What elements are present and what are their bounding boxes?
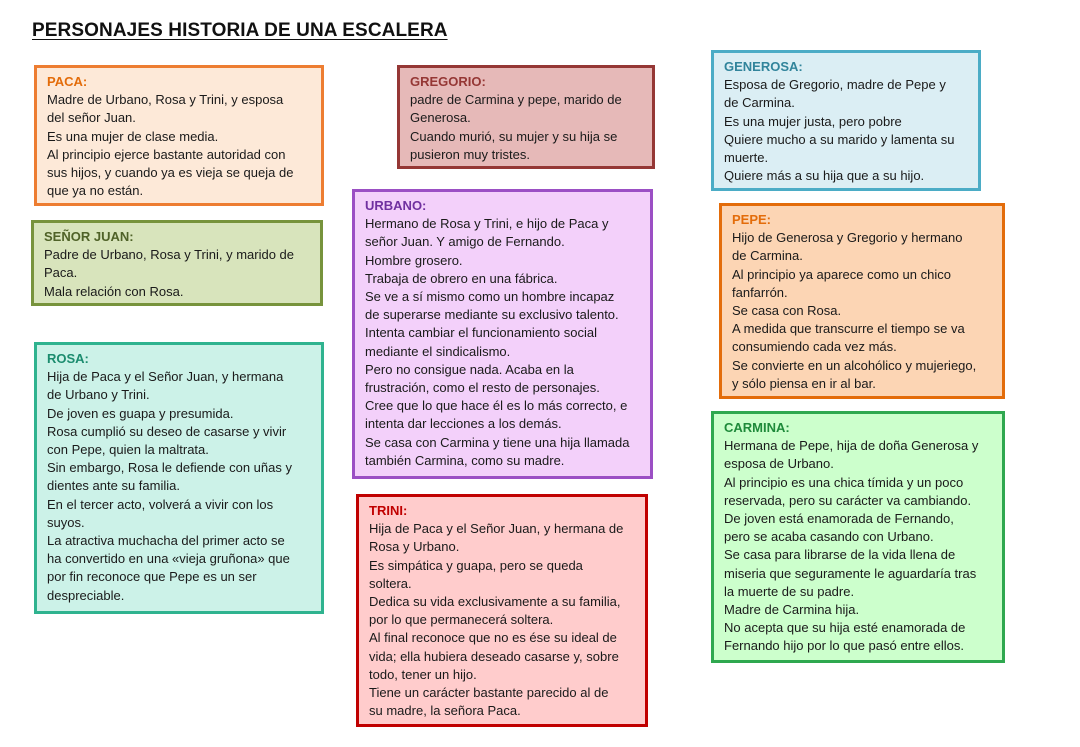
description-line: Rosa cumplió su deseo de casarse y vivir	[47, 423, 287, 439]
description-line: también Carmina, como su madre.	[365, 452, 565, 468]
description-line: A medida que transcurre el tiempo se va	[732, 321, 965, 337]
description-line: Dedica su vida exclusivamente a su familia,	[369, 594, 621, 610]
character-description	[724, 76, 970, 185]
character-description	[724, 437, 994, 655]
description-line: Es simpática y guapa, pero se queda	[369, 557, 583, 573]
description-line: Se convierte en un alcohólico y mujeriego,	[732, 357, 977, 373]
description-line: muerte.	[724, 150, 769, 166]
description-line: pusieron muy tristes.	[410, 146, 530, 162]
description-line: por fin reconoce que Pepe es un ser	[47, 569, 257, 585]
character-description	[369, 520, 637, 720]
character-name: TRINI:	[369, 503, 408, 518]
character-card-rosa	[34, 342, 324, 614]
description-line: Hija de Paca y el Señor Juan, y hermana de	[369, 521, 624, 537]
description-line: todo, tener un hijo.	[369, 666, 477, 682]
description-line: consumiendo cada vez más.	[732, 339, 897, 355]
description-line: La atractiva muchacha del primer acto se	[47, 533, 285, 549]
description-line: Pero no consigue nada. Acaba en la	[365, 361, 574, 377]
character-card-gregorio	[397, 65, 655, 169]
description-line: por lo que permanecerá soltera.	[369, 612, 554, 628]
description-line: Hombre grosero.	[365, 252, 463, 268]
description-line: Generosa.	[410, 110, 471, 126]
description-line: su madre, la señora Paca.	[369, 703, 521, 719]
description-line: Quiere mucho a su marido y lamenta su	[724, 131, 955, 147]
description-line: suyos.	[47, 514, 85, 530]
description-line: despreciable.	[47, 587, 125, 603]
description-line: ha convertido en una «vieja gruñona» que	[47, 551, 290, 567]
description-line: Padre de Urbano, Rosa y Trini, y marido de	[44, 247, 295, 263]
description-line: fanfarrón.	[732, 284, 788, 300]
description-line: reservada, pero su carácter va cambiando.	[724, 492, 972, 508]
description-line: Quiere más a su hija que a su hijo.	[724, 168, 925, 184]
character-name: GREGORIO:	[410, 74, 486, 89]
character-description	[365, 215, 642, 470]
description-line: de Urbano y Trini.	[47, 387, 150, 403]
description-line: de Carmina.	[732, 248, 803, 264]
description-line: miseria que seguramente le aguardaría tras	[724, 565, 977, 581]
character-name: SEÑOR JUAN:	[44, 229, 134, 244]
description-line: sus hijos, y cuando ya es vieja se queja de	[47, 165, 294, 181]
description-line: Paca.	[44, 265, 78, 281]
description-line: Intenta cambiar el funcionamiento social	[365, 325, 597, 341]
description-line: No acepta que su hija esté enamorada de	[724, 620, 966, 636]
character-description	[47, 91, 313, 200]
character-description	[732, 229, 994, 393]
description-line: del señor Juan.	[47, 110, 136, 126]
description-line: De joven es guapa y presumida.	[47, 405, 234, 421]
character-description	[47, 368, 313, 605]
character-name: ROSA:	[47, 351, 89, 366]
description-line: Rosa y Urbano.	[369, 539, 460, 555]
character-name: GENEROSA:	[724, 59, 803, 74]
character-description	[410, 91, 644, 164]
description-line: Hija de Paca y el Señor Juan, y hermana	[47, 369, 284, 385]
description-line: Es una mujer justa, pero pobre	[724, 113, 902, 129]
character-card-trini	[356, 494, 648, 727]
character-card-urbano	[352, 189, 653, 479]
character-card-generosa	[711, 50, 981, 191]
description-line: Hermano de Rosa y Trini, e hijo de Paca y	[365, 216, 609, 232]
character-card-pepe	[719, 203, 1005, 399]
description-line: Al principio es una chica tímida y un poco	[724, 474, 964, 490]
description-line: padre de Carmina y pepe, marido de	[410, 92, 622, 108]
character-name: URBANO:	[365, 198, 427, 213]
description-line: pero se acaba casando con Urbano.	[724, 529, 934, 545]
character-name: CARMINA:	[724, 420, 790, 435]
character-description	[44, 246, 312, 301]
description-line: frustración, como el resto de personajes.	[365, 380, 600, 396]
description-line: de superarse mediante su exclusivo talento.	[365, 307, 619, 323]
description-line: Trabaja de obrero en una fábrica.	[365, 270, 558, 286]
description-line: Se ve a sí mismo como un hombre incapaz	[365, 289, 615, 305]
description-line: Cuando murió, su mujer y su hija se	[410, 128, 618, 144]
description-line: Al principio ya aparece como un chico	[732, 266, 951, 282]
description-line: En el tercer acto, volverá a vivir con los	[47, 496, 274, 512]
character-card-paca	[34, 65, 324, 206]
description-line: intenta dar lecciones a los demás.	[365, 416, 562, 432]
description-line: Tiene un carácter bastante parecido al de	[369, 685, 609, 701]
description-line: que ya no están.	[47, 183, 144, 199]
description-line: Madre de Urbano, Rosa y Trini, y esposa	[47, 92, 284, 108]
character-name: PACA:	[47, 74, 88, 89]
description-line: la muerte de su padre.	[724, 583, 855, 599]
description-line: Esposa de Gregorio, madre de Pepe y	[724, 77, 946, 93]
description-line: señor Juan. Y amigo de Fernando.	[365, 234, 565, 250]
description-line: Es una mujer de clase media.	[47, 128, 219, 144]
description-line: Cree que lo que hace él es lo más correcto, e	[365, 398, 628, 414]
description-line: Fernando hijo por lo que pasó entre ellos.	[724, 638, 964, 654]
character-name: PEPE:	[732, 212, 772, 227]
description-line: con Pepe, quien la maltrata.	[47, 442, 209, 458]
description-line: de Carmina.	[724, 95, 795, 111]
description-line: Se casa con Rosa.	[732, 303, 842, 319]
description-line: Hijo de Generosa y Gregorio y hermano	[732, 230, 963, 246]
description-line: y sólo piensa en ir al bar.	[732, 375, 876, 391]
character-card-carmina	[711, 411, 1005, 663]
description-line: Al principio ejerce bastante autoridad con	[47, 146, 286, 162]
description-line: Hermana de Pepe, hija de doña Generosa y	[724, 438, 979, 454]
description-line: esposa de Urbano.	[724, 456, 834, 472]
description-line: mediante el sindicalismo.	[365, 343, 511, 359]
description-line: Madre de Carmina hija.	[724, 602, 860, 618]
description-line: Se casa para librarse de la vida llena de	[724, 547, 956, 563]
description-line: dientes ante su familia.	[47, 478, 180, 494]
description-line: vida; ella hubiera deseado casarse y, sobre	[369, 648, 619, 664]
description-line: Se casa con Carmina y tiene una hija llamada	[365, 434, 630, 450]
description-line: Mala relación con Rosa.	[44, 283, 184, 299]
description-line: soltera.	[369, 575, 412, 591]
description-line: Sin embargo, Rosa le defiende con uñas y	[47, 460, 292, 476]
description-line: Al final reconoce que no es ése su ideal de	[369, 630, 617, 646]
description-line: De joven está enamorada de Fernando,	[724, 511, 954, 527]
character-card-senor-juan	[31, 220, 323, 306]
page-title: PERSONAJES HISTORIA DE UNA ESCALERA	[32, 20, 448, 41]
